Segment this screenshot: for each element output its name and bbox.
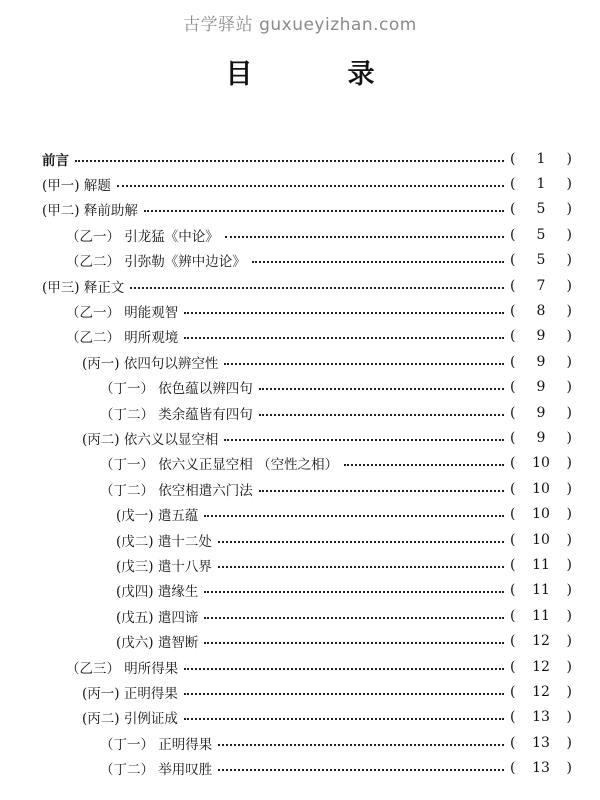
toc-entry: [0, 197, 600, 222]
table-of-contents: [0, 146, 600, 781]
toc-entry: [0, 755, 600, 780]
toc-entry-page: ( 5 ): [510, 201, 572, 218]
toc-entry-page: ( 10 ): [510, 455, 572, 472]
toc-entry-label: （丁一） 依色蕴以辨四句: [100, 381, 253, 398]
toc-entry-label: (丙二) 引例证成: [82, 711, 178, 728]
toc-entry-page: ( 9 ): [510, 353, 572, 370]
leader-dots: [117, 185, 504, 187]
toc-entry-label: (丙二) 依六义以显空相: [82, 431, 219, 448]
toc-entry-page: ( 9 ): [510, 379, 572, 396]
toc-entry-page: ( 10 ): [510, 531, 572, 548]
leader-dots: [224, 439, 504, 441]
toc-entry: [0, 451, 600, 476]
toc-entry-label: (戊五) 遣四谛: [116, 609, 199, 626]
toc-entry-label: （丁一） 正明得果: [100, 736, 213, 753]
toc-entry-page: ( 9 ): [510, 404, 572, 421]
toc-entry-page: ( 13 ): [510, 760, 572, 777]
toc-entry: [0, 425, 600, 450]
toc-entry-label: (戊六) 遣智断: [116, 635, 199, 652]
toc-entry: [0, 527, 600, 552]
toc-entry: [0, 679, 600, 704]
toc-entry: [0, 501, 600, 526]
toc-entry-page: ( 5 ): [510, 226, 572, 243]
toc-entry-label: (甲一) 解题: [42, 178, 111, 195]
leader-dots: [218, 541, 504, 543]
toc-entry-page: ( 10 ): [510, 480, 572, 497]
toc-entry-page: ( 11 ): [510, 607, 572, 624]
toc-entry: [0, 552, 600, 577]
toc-entry-label: (戊一) 遣五蕴: [116, 508, 199, 525]
toc-entry-label: （乙一） 明能观智: [66, 305, 179, 322]
toc-entry-label: (戊三) 遣十八界: [116, 558, 212, 575]
toc-entry-page: ( 1 ): [510, 176, 572, 193]
leader-dots: [218, 744, 504, 746]
toc-entry-page: ( 11 ): [510, 556, 572, 573]
toc-entry: [0, 248, 600, 273]
toc-entry-page: ( 10 ): [510, 506, 572, 523]
leader-dots: [218, 566, 504, 568]
leader-dots: [259, 388, 504, 390]
leader-dots: [259, 490, 504, 492]
toc-entry-label: （乙二） 引弥勒《辨中边论》: [66, 254, 246, 271]
leader-dots: [204, 515, 504, 517]
leader-dots: [144, 210, 504, 212]
toc-entry-label: 前言: [42, 152, 69, 169]
toc-entry: [0, 324, 600, 349]
toc-entry-label: (戊二) 遣十二处: [116, 533, 212, 550]
leader-dots: [75, 160, 504, 162]
leader-dots: [204, 591, 504, 593]
toc-entry-label: （乙三） 明所得果: [66, 660, 179, 677]
toc-entry-page: ( 9 ): [510, 429, 572, 446]
toc-entry-page: ( 8 ): [510, 303, 572, 320]
toc-entry: [0, 578, 600, 603]
toc-entry: [0, 476, 600, 501]
watermark-text: 古学驿站 guxueyizhan.com: [183, 15, 417, 35]
toc-entry-page: ( 12 ): [510, 658, 572, 675]
toc-entry: [0, 400, 600, 425]
leader-dots: [184, 668, 504, 670]
leader-dots: [218, 769, 504, 771]
toc-entry-page: ( 9 ): [510, 328, 572, 345]
toc-entry-page: ( 1 ): [510, 150, 572, 167]
leader-dots: [344, 464, 504, 466]
toc-entry-page: ( 12 ): [510, 683, 572, 700]
toc-entry-label: (甲三) 释正文: [42, 279, 125, 296]
leader-dots: [259, 414, 504, 416]
leader-dots: [184, 693, 504, 695]
leader-dots: [204, 642, 504, 644]
toc-entry: [0, 222, 600, 247]
toc-entry-label: (戊四) 遣缘生: [116, 584, 199, 601]
toc-entry-page: ( 5 ): [510, 252, 572, 269]
toc-entry: [0, 654, 600, 679]
toc-entry: [0, 349, 600, 374]
toc-entry-label: (丙一) 正明得果: [82, 685, 178, 702]
toc-entry-page: ( 7 ): [510, 277, 572, 294]
leader-dots: [225, 236, 504, 238]
toc-entry-label: (丙一) 依四句以辨空性: [82, 355, 219, 372]
toc-entry: [0, 298, 600, 323]
leader-dots: [130, 287, 504, 289]
toc-entry: [0, 273, 600, 298]
page-title: 目 录: [225, 59, 409, 90]
leader-dots: [184, 718, 504, 720]
toc-entry-label: (甲二) 释前助解: [42, 203, 138, 220]
toc-entry-page: ( 13 ): [510, 734, 572, 751]
toc-entry-label: （丁二） 类余蕴皆有四句: [100, 406, 253, 423]
leader-dots: [184, 337, 504, 339]
toc-entry-label: （乙一） 引龙猛《中论》: [66, 228, 219, 245]
toc-entry: [0, 603, 600, 628]
toc-entry-page: ( 12 ): [510, 633, 572, 650]
toc-entry: [0, 628, 600, 653]
toc-entry-label: （丁二） 举用叹胜: [100, 762, 213, 779]
toc-entry-page: ( 13 ): [510, 709, 572, 726]
leader-dots: [184, 312, 504, 314]
toc-entry: [0, 375, 600, 400]
leader-dots: [252, 261, 504, 263]
toc-entry: [0, 146, 600, 171]
leader-dots: [204, 617, 504, 619]
toc-entry-page: ( 11 ): [510, 582, 572, 599]
toc-entry-label: （丁一） 依六义正显空相 （空性之相）: [100, 457, 339, 474]
toc-entry-label: （乙二） 明所观境: [66, 330, 179, 347]
leader-dots: [224, 363, 504, 365]
toc-entry: [0, 171, 600, 196]
toc-entry-label: （丁二） 依空相遣六门法: [100, 482, 253, 499]
toc-entry: [0, 730, 600, 755]
toc-entry: [0, 705, 600, 730]
